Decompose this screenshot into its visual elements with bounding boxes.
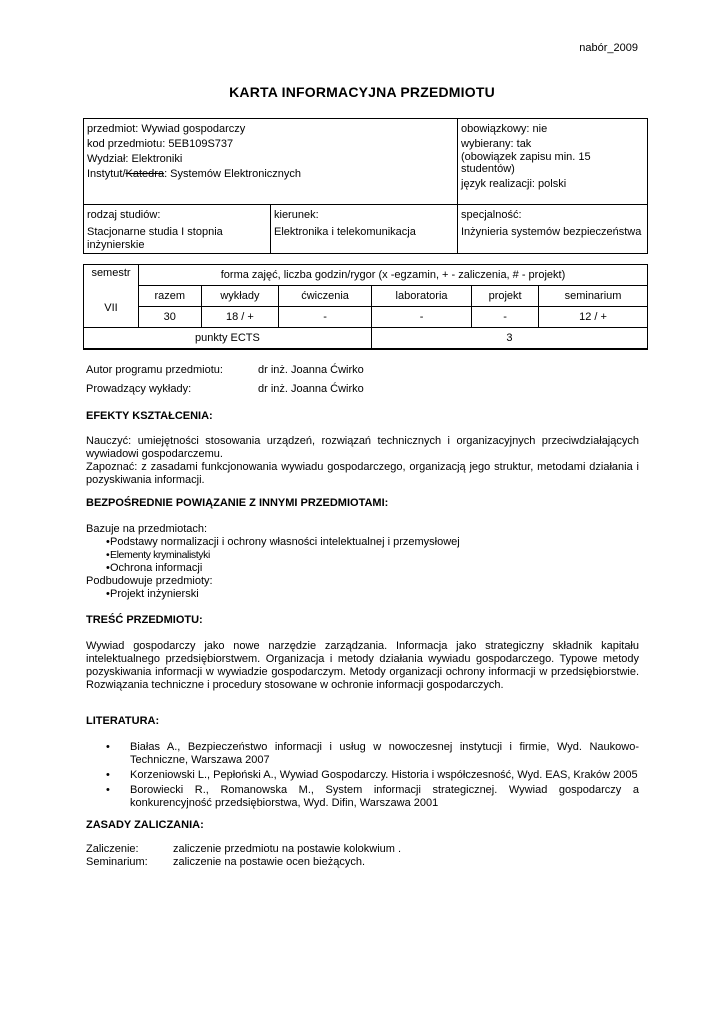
- list-item: • Białas A., Bezpieczeństwo informacji i usług w nowoczesnej instytucji i firmie, Wyd. Naukowo-Techniczne, Warszawa 2007: [104, 741, 639, 767]
- specialty-label: specjalność:: [461, 209, 522, 221]
- column-header: wykłady: [201, 286, 279, 307]
- study-type-label: rodzaj studiów:: [87, 209, 161, 221]
- author-value: dr inż. Joanna Ćwirko: [258, 364, 364, 376]
- list-item: • Podstawy normalizacji i ochrony własności intelektualnej i przemysłowej: [86, 536, 460, 549]
- institute: Instytut/Katedra: Systemów Elektronicznych: [87, 168, 301, 180]
- content-heading: TREŚĆ PRZEDMIOTU:: [86, 614, 203, 626]
- column-header: seminarium: [539, 286, 648, 307]
- course-info-table: [83, 118, 648, 254]
- column-header: laboratoria: [371, 286, 471, 307]
- hours-cell: 12 / +: [539, 307, 648, 328]
- effects-teach: Nauczyć: umiejętności stosowania urządzeń, rozwiązań technicznych i organizacyjnych przeciwdziałających wywiadowi gospodarczemu.: [86, 435, 639, 460]
- builds-list: [86, 588, 199, 601]
- column-header: razem: [139, 286, 202, 307]
- list-item: • Korzeniowski L., Pepłoński A., Wywiad Gospodarczy. Historia i współczesność, Wyd. EAS, Kraków 2005: [104, 769, 639, 782]
- list-item: • Elementy kryminalistyki: [86, 549, 460, 562]
- study-type-cell: [84, 205, 271, 254]
- list-item: • Ochrona informacji: [86, 562, 460, 575]
- course-status-cell: [458, 119, 648, 205]
- hours-cell: -: [371, 307, 471, 328]
- faculty: Wydział: Elektroniki: [87, 153, 183, 165]
- effects-familiarize: Zapoznać: z zasadami funkcjonowania wywiadu gospodarczego, organizacją jego struktur, metodami działania i pozyskiwania informacji.: [86, 461, 639, 486]
- direction-cell: [271, 205, 458, 254]
- ects-label: punkty ECTS: [84, 328, 372, 349]
- study-type-line-1: Stacjonarne studia I stopnia: [87, 226, 223, 238]
- builds-label: Podbudowuje przedmioty:: [86, 575, 213, 587]
- effects-heading: EFEKTY KSZTAŁCENIA:: [86, 410, 213, 422]
- hours-cell: -: [279, 307, 372, 328]
- credit-value: zaliczenie przedmiotu na postawie kolokwium .: [173, 843, 402, 855]
- semester-value: VII: [104, 302, 118, 314]
- based-on-label: Bazuje na przedmiotach:: [86, 523, 208, 535]
- hours-cell: -: [472, 307, 539, 328]
- relations-heading: BEZPOŚREDNIE POWIĄZANIE Z INNYMI PRZEDMIOTAMI:: [86, 497, 389, 509]
- elective-status: wybierany: tak: [461, 138, 532, 150]
- semester-cell: [84, 265, 139, 328]
- page-title: KARTA INFORMACYJNA PRZEDMIOTU: [229, 84, 495, 100]
- column-header: projekt: [472, 286, 539, 307]
- lecturer-value: dr inż. Joanna Ćwirko: [258, 383, 364, 395]
- specialty-cell: [458, 205, 648, 254]
- hours-cell: 30: [139, 307, 202, 328]
- literature-list: [104, 741, 639, 812]
- direction-value: Elektronika i telekomunikacja: [274, 226, 416, 238]
- column-header: ćwiczenia: [279, 286, 372, 307]
- hours-cell: 18 / +: [201, 307, 279, 328]
- language: język realizacji: polski: [461, 178, 567, 190]
- rules-heading: ZASADY ZALICZANIA:: [86, 819, 204, 831]
- semester-label: semestr: [91, 267, 131, 279]
- content-text: Wywiad gospodarczy jako nowe narzędzie zarządzania. Informacja jako strategiczny składnik kapitału intelektualnego przedsiębiorstwem. Organizacja i metody działania wywiadu gospodarczego. Typowe metody pozyskiwania informacji w wywiadzie gospodarczym. Metody organizacji ochrony informacji w przedsiębiorstwie. Rozwiązania techniczne i procedury stosowane w ochronie informacji gospodarczych.: [86, 640, 639, 691]
- direction-label: kierunek:: [274, 209, 319, 221]
- hours-table: [83, 264, 648, 349]
- elective-note-2: studentów): [461, 163, 515, 175]
- lecturer-label: Prowadzący wykłady:: [86, 383, 192, 395]
- subject-name: przedmiot: Wywiad gospodarczy: [87, 123, 246, 135]
- list-item: • Projekt inżynierski: [86, 588, 199, 601]
- subject-code: kod przedmiotu: 5EB109S737: [87, 138, 234, 150]
- list-item: • Borowiecki R., Romanowska M., System informacji strategicznej. Wywiad gospodarczy a konkurencyjność przedsiębiorstwa, Wyd. Difin, Warszawa 2001: [104, 784, 639, 810]
- seminar-label: Seminarium:: [86, 856, 148, 868]
- elective-note-1: (obowiązek zapisu min. 15: [461, 151, 591, 163]
- enrollment-code: nabór_2009: [579, 42, 638, 54]
- mandatory-status: obowiązkowy: nie: [461, 123, 548, 135]
- specialty-value: Inżynieria systemów bezpieczeństwa: [461, 226, 642, 238]
- ects-value: 3: [371, 328, 647, 349]
- author-label: Autor programu przedmiotu:: [86, 364, 223, 376]
- course-identity-cell: [84, 119, 458, 205]
- literature-heading: LITERATURA:: [86, 715, 160, 727]
- form-header: forma zajęć, liczba godzin/rygor (x -egzamin, + - zaliczenia, # - projekt): [139, 265, 648, 286]
- credit-label: Zaliczenie:: [86, 843, 139, 855]
- seminar-value: zaliczenie na postawie ocen bieżących.: [173, 856, 366, 868]
- study-type-line-2: inżynierskie: [87, 239, 145, 251]
- based-on-list: [86, 536, 460, 575]
